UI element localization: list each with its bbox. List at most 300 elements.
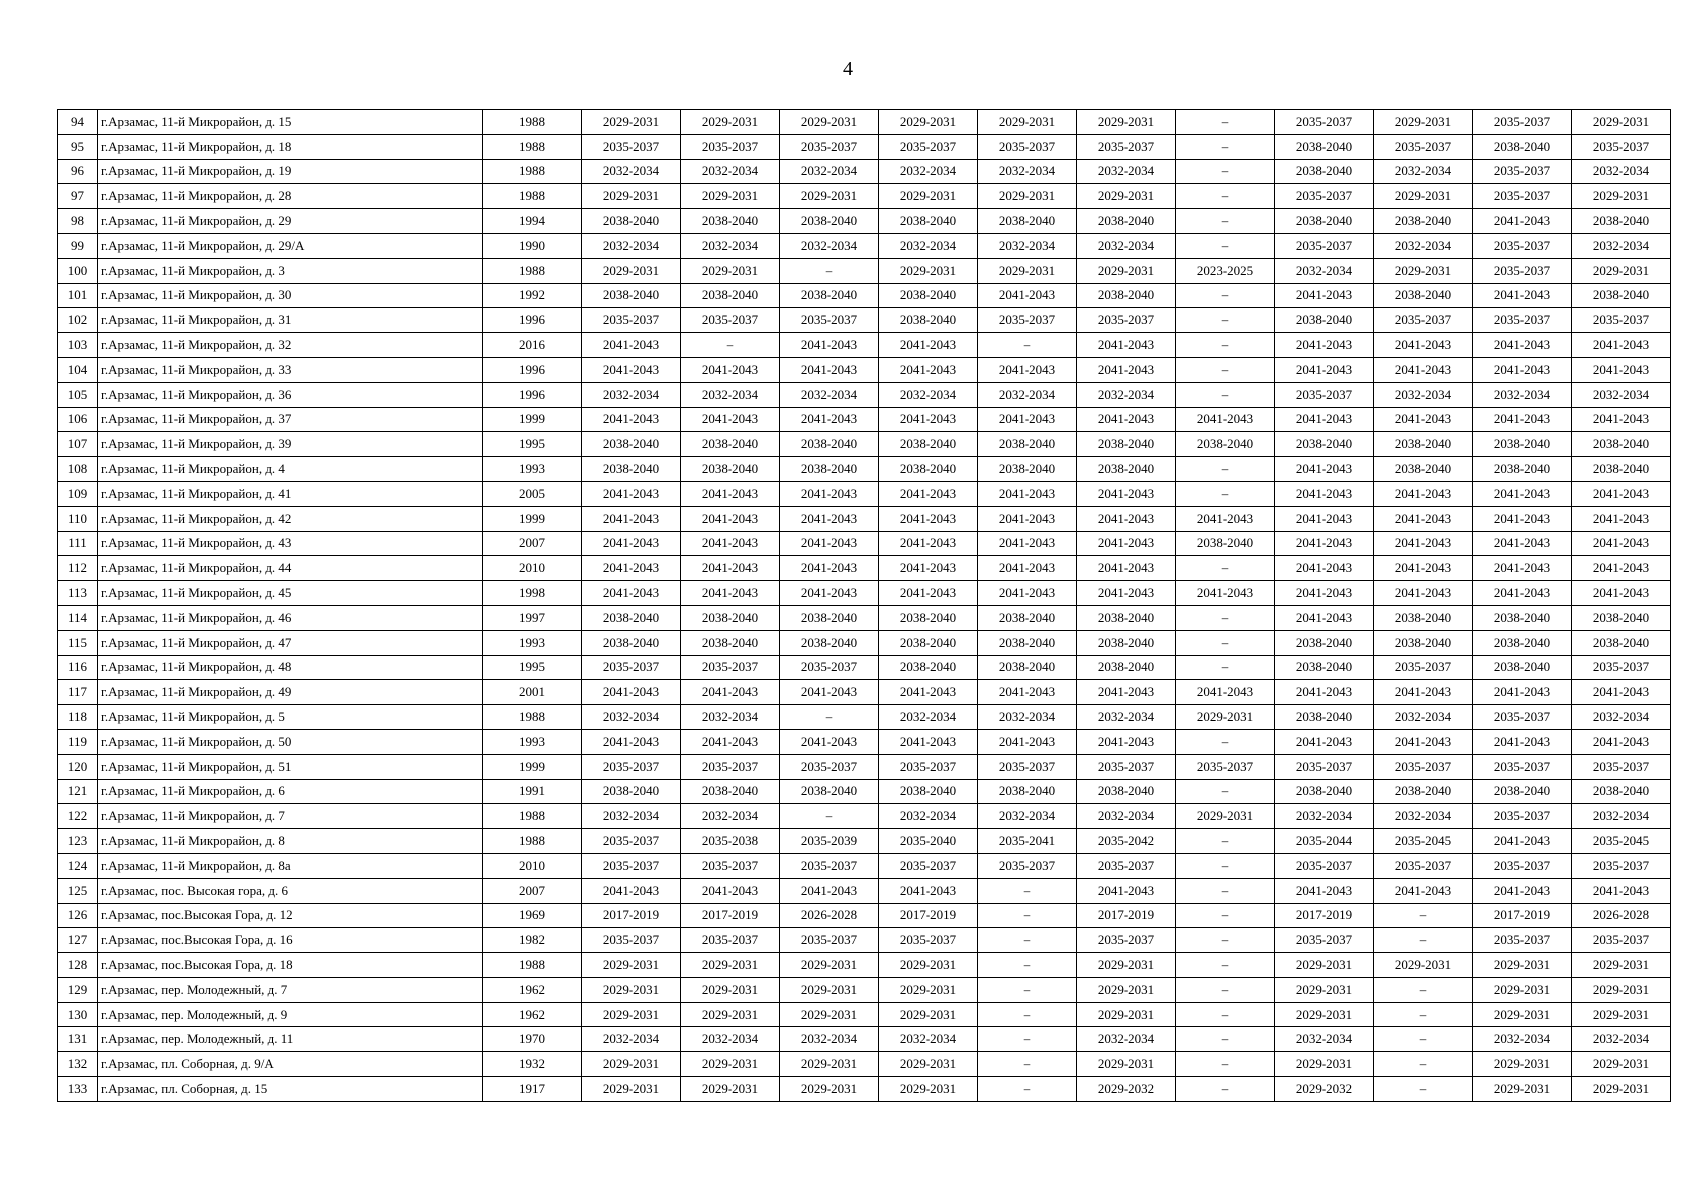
period-cell: 2041-2043 xyxy=(879,878,978,903)
period-cell: 2032-2034 xyxy=(582,382,681,407)
period-cell: 2035-2037 xyxy=(1275,853,1374,878)
period-cell: 2035-2037 xyxy=(1077,134,1176,159)
address-cell: г.Арзамас, пос. Высокая гора, д. 6 xyxy=(98,878,483,903)
period-cell: 2035-2037 xyxy=(780,134,879,159)
period-cell: 2032-2034 xyxy=(1572,1027,1671,1052)
year-built-cell: 1988 xyxy=(483,110,582,135)
period-cell: – xyxy=(1176,184,1275,209)
period-cell: 2017-2019 xyxy=(582,903,681,928)
address-cell: г.Арзамас, 11-й Микрорайон, д. 39 xyxy=(98,432,483,457)
table-row xyxy=(58,878,1671,903)
period-cell: 2035-2037 xyxy=(1077,853,1176,878)
period-cell: 2017-2019 xyxy=(1473,903,1572,928)
period-cell: 2035-2037 xyxy=(1572,853,1671,878)
period-cell: 2029-2031 xyxy=(1077,977,1176,1002)
period-cell: 2032-2034 xyxy=(1572,804,1671,829)
period-cell: 2035-2037 xyxy=(1473,928,1572,953)
row-number-cell: 117 xyxy=(58,680,98,705)
period-cell: 2029-2031 xyxy=(582,1077,681,1102)
period-cell: 2038-2040 xyxy=(1176,432,1275,457)
period-cell: – xyxy=(978,1052,1077,1077)
period-cell: 2032-2034 xyxy=(1572,382,1671,407)
period-cell: 2035-2037 xyxy=(1473,754,1572,779)
period-cell: 2035-2037 xyxy=(780,308,879,333)
period-cell: 2032-2034 xyxy=(978,382,1077,407)
period-cell: 2041-2043 xyxy=(1374,581,1473,606)
period-cell: 2029-2031 xyxy=(1374,184,1473,209)
table-row xyxy=(58,729,1671,754)
period-cell: 2029-2031 xyxy=(582,1002,681,1027)
address-cell: г.Арзамас, пер. Молодежный, д. 11 xyxy=(98,1027,483,1052)
address-cell: г.Арзамас, пер. Молодежный, д. 7 xyxy=(98,977,483,1002)
period-cell: 2035-2037 xyxy=(1077,308,1176,333)
period-cell: 2041-2043 xyxy=(879,333,978,358)
table-row xyxy=(58,308,1671,333)
period-cell: 2038-2040 xyxy=(1275,432,1374,457)
table-row xyxy=(58,333,1671,358)
period-cell: 2029-2031 xyxy=(780,184,879,209)
period-cell: 2038-2040 xyxy=(1374,605,1473,630)
table-row xyxy=(58,903,1671,928)
period-cell: 2035-2037 xyxy=(582,754,681,779)
period-cell: 2029-2031 xyxy=(1572,110,1671,135)
period-cell: – xyxy=(1374,977,1473,1002)
period-cell: 2041-2043 xyxy=(1374,481,1473,506)
period-cell: 2038-2040 xyxy=(582,457,681,482)
table-row xyxy=(58,953,1671,978)
year-built-cell: 1995 xyxy=(483,655,582,680)
period-cell: 2038-2040 xyxy=(780,457,879,482)
period-cell: 2038-2040 xyxy=(1077,457,1176,482)
period-cell: 2035-2037 xyxy=(1473,110,1572,135)
table-row xyxy=(58,1027,1671,1052)
period-cell: 2041-2043 xyxy=(1572,407,1671,432)
period-cell: 2041-2043 xyxy=(1473,581,1572,606)
period-cell: 2032-2034 xyxy=(582,233,681,258)
period-cell: 2041-2043 xyxy=(1374,680,1473,705)
period-cell: 2041-2043 xyxy=(681,878,780,903)
period-cell: 2041-2043 xyxy=(1473,680,1572,705)
table-row xyxy=(58,110,1671,135)
period-cell: 2035-2037 xyxy=(681,308,780,333)
period-cell: 2029-2031 xyxy=(978,258,1077,283)
period-cell: 2035-2037 xyxy=(1374,308,1473,333)
period-cell: 2041-2043 xyxy=(978,506,1077,531)
page-number: 4 xyxy=(843,58,853,80)
period-cell: 2029-2031 xyxy=(1572,258,1671,283)
period-cell: 2041-2043 xyxy=(1275,531,1374,556)
period-cell: 2041-2043 xyxy=(1176,581,1275,606)
year-built-cell: 1996 xyxy=(483,308,582,333)
period-cell: 2038-2040 xyxy=(780,209,879,234)
period-cell: 2041-2043 xyxy=(1473,878,1572,903)
period-cell: 2041-2043 xyxy=(1473,506,1572,531)
period-cell: 2041-2043 xyxy=(681,680,780,705)
period-cell: 2035-2037 xyxy=(1374,134,1473,159)
period-cell: 2029-2031 xyxy=(1473,953,1572,978)
address-cell: г.Арзамас, пл. Соборная, д. 15 xyxy=(98,1077,483,1102)
address-cell: г.Арзамас, пос.Высокая Гора, д. 12 xyxy=(98,903,483,928)
row-number-cell: 112 xyxy=(58,556,98,581)
table-row xyxy=(58,159,1671,184)
address-cell: г.Арзамас, 11-й Микрорайон, д. 37 xyxy=(98,407,483,432)
period-cell: 2041-2043 xyxy=(1275,357,1374,382)
period-cell: 2038-2040 xyxy=(1275,134,1374,159)
table-row xyxy=(58,481,1671,506)
address-cell: г.Арзамас, 11-й Микрорайон, д. 46 xyxy=(98,605,483,630)
period-cell: 2038-2040 xyxy=(582,605,681,630)
period-cell: 2029-2031 xyxy=(879,1052,978,1077)
row-number-cell: 118 xyxy=(58,705,98,730)
period-cell: 2041-2043 xyxy=(879,680,978,705)
period-cell: 2038-2040 xyxy=(681,283,780,308)
year-built-cell: 2016 xyxy=(483,333,582,358)
period-cell: 2032-2034 xyxy=(1275,258,1374,283)
year-built-cell: 1993 xyxy=(483,630,582,655)
period-cell: 2035-2037 xyxy=(582,655,681,680)
period-cell: 2038-2040 xyxy=(1572,457,1671,482)
period-cell: – xyxy=(978,878,1077,903)
period-cell: – xyxy=(1176,333,1275,358)
period-cell: 2035-2037 xyxy=(1374,754,1473,779)
period-cell: 2041-2043 xyxy=(1374,333,1473,358)
period-cell: 2035-2037 xyxy=(879,928,978,953)
period-cell: 2035-2037 xyxy=(1374,655,1473,680)
period-cell: 2032-2034 xyxy=(1374,804,1473,829)
row-number-cell: 124 xyxy=(58,853,98,878)
period-cell: 2041-2043 xyxy=(1275,481,1374,506)
period-cell: 2041-2043 xyxy=(879,407,978,432)
period-cell: – xyxy=(1176,903,1275,928)
period-cell: 2041-2043 xyxy=(780,680,879,705)
period-cell: 2032-2034 xyxy=(879,233,978,258)
period-cell: 2041-2043 xyxy=(681,481,780,506)
table-row xyxy=(58,680,1671,705)
year-built-cell: 1993 xyxy=(483,729,582,754)
period-cell: 2029-2031 xyxy=(879,977,978,1002)
period-cell: 2035-2037 xyxy=(780,853,879,878)
period-cell: 2041-2043 xyxy=(780,481,879,506)
period-cell: 2041-2043 xyxy=(1077,581,1176,606)
address-cell: г.Арзамас, 11-й Микрорайон, д. 15 xyxy=(98,110,483,135)
period-cell: 2041-2043 xyxy=(1572,680,1671,705)
period-cell: 2035-2037 xyxy=(1473,804,1572,829)
period-cell: 2026-2028 xyxy=(780,903,879,928)
period-cell: – xyxy=(1176,134,1275,159)
period-cell: 2032-2034 xyxy=(1572,233,1671,258)
row-number-cell: 123 xyxy=(58,829,98,854)
period-cell: 2041-2043 xyxy=(1275,283,1374,308)
period-cell: 2035-2037 xyxy=(1473,308,1572,333)
year-built-cell: 2010 xyxy=(483,853,582,878)
period-cell: 2038-2040 xyxy=(978,457,1077,482)
period-cell: 2035-2038 xyxy=(681,829,780,854)
period-cell: 2035-2037 xyxy=(978,134,1077,159)
row-number-cell: 97 xyxy=(58,184,98,209)
period-cell: 2032-2034 xyxy=(681,159,780,184)
period-cell: 2041-2043 xyxy=(780,729,879,754)
period-cell: 2041-2043 xyxy=(1077,481,1176,506)
row-number-cell: 102 xyxy=(58,308,98,333)
year-built-cell: 1999 xyxy=(483,506,582,531)
period-cell: 2035-2037 xyxy=(582,853,681,878)
period-cell: 2041-2043 xyxy=(1473,407,1572,432)
period-cell: 2041-2043 xyxy=(1473,481,1572,506)
period-cell: 2041-2043 xyxy=(1275,729,1374,754)
period-cell: 2029-2031 xyxy=(582,977,681,1002)
period-cell: 2041-2043 xyxy=(1374,357,1473,382)
period-cell: – xyxy=(1176,457,1275,482)
period-cell: 2038-2040 xyxy=(1275,705,1374,730)
row-number-cell: 108 xyxy=(58,457,98,482)
period-cell: 2032-2034 xyxy=(681,804,780,829)
table-row xyxy=(58,184,1671,209)
period-cell: 2038-2040 xyxy=(1374,283,1473,308)
period-cell: 2041-2043 xyxy=(1473,283,1572,308)
address-cell: г.Арзамас, пос.Высокая Гора, д. 16 xyxy=(98,928,483,953)
period-cell: 2032-2034 xyxy=(780,159,879,184)
period-cell: 2035-2037 xyxy=(1275,382,1374,407)
period-cell: 2041-2043 xyxy=(1077,506,1176,531)
period-cell: 2038-2040 xyxy=(681,432,780,457)
row-number-cell: 111 xyxy=(58,531,98,556)
year-built-cell: 1969 xyxy=(483,903,582,928)
year-built-cell: 1998 xyxy=(483,581,582,606)
period-cell: 2038-2040 xyxy=(1077,605,1176,630)
period-cell: 2041-2043 xyxy=(978,481,1077,506)
year-built-cell: 1996 xyxy=(483,357,582,382)
period-cell: 2041-2043 xyxy=(1572,357,1671,382)
row-number-cell: 132 xyxy=(58,1052,98,1077)
year-built-cell: 1988 xyxy=(483,804,582,829)
period-cell: 2038-2040 xyxy=(780,779,879,804)
period-cell: – xyxy=(1176,853,1275,878)
period-cell: 2029-2031 xyxy=(1077,1052,1176,1077)
period-cell: 2041-2043 xyxy=(1374,729,1473,754)
year-built-cell: 1988 xyxy=(483,705,582,730)
period-cell: 2035-2039 xyxy=(780,829,879,854)
period-cell: 2029-2031 xyxy=(1374,110,1473,135)
period-cell: 2032-2034 xyxy=(681,705,780,730)
period-cell: 2035-2037 xyxy=(780,655,879,680)
period-cell: 2041-2043 xyxy=(582,729,681,754)
period-cell: 2041-2043 xyxy=(978,556,1077,581)
period-cell: – xyxy=(1176,977,1275,1002)
period-cell: – xyxy=(1176,209,1275,234)
row-number-cell: 98 xyxy=(58,209,98,234)
period-cell: 2029-2031 xyxy=(780,1002,879,1027)
period-cell: 2029-2031 xyxy=(681,1052,780,1077)
period-cell: 2041-2043 xyxy=(780,531,879,556)
period-cell: 2029-2031 xyxy=(780,1077,879,1102)
period-cell: 2038-2040 xyxy=(1275,159,1374,184)
year-built-cell: 1917 xyxy=(483,1077,582,1102)
address-cell: г.Арзамас, 11-й Микрорайон, д. 7 xyxy=(98,804,483,829)
year-built-cell: 1999 xyxy=(483,407,582,432)
period-cell: 2041-2043 xyxy=(582,531,681,556)
period-cell: 2032-2034 xyxy=(879,705,978,730)
period-cell: – xyxy=(1374,1002,1473,1027)
period-cell: 2041-2043 xyxy=(582,878,681,903)
address-cell: г.Арзамас, 11-й Микрорайон, д. 4 xyxy=(98,457,483,482)
year-built-cell: 1970 xyxy=(483,1027,582,1052)
period-cell: 2032-2034 xyxy=(582,705,681,730)
period-cell: 2032-2034 xyxy=(582,1027,681,1052)
period-cell: 2029-2031 xyxy=(582,953,681,978)
table-row xyxy=(58,209,1671,234)
address-cell: г.Арзамас, 11-й Микрорайон, д. 44 xyxy=(98,556,483,581)
period-cell: 2038-2040 xyxy=(780,605,879,630)
period-cell: 2035-2041 xyxy=(978,829,1077,854)
period-cell: 2038-2040 xyxy=(978,779,1077,804)
period-cell: 2032-2034 xyxy=(780,233,879,258)
period-cell: 2041-2043 xyxy=(681,407,780,432)
period-cell: 2038-2040 xyxy=(1077,655,1176,680)
period-cell: 2041-2043 xyxy=(582,481,681,506)
period-cell: 2035-2037 xyxy=(582,928,681,953)
period-cell: 2041-2043 xyxy=(1374,506,1473,531)
row-number-cell: 113 xyxy=(58,581,98,606)
year-built-cell: 1982 xyxy=(483,928,582,953)
period-cell: 2038-2040 xyxy=(879,779,978,804)
table-row xyxy=(58,556,1671,581)
period-cell: 2041-2043 xyxy=(1077,407,1176,432)
period-cell: 2017-2019 xyxy=(681,903,780,928)
period-cell: 2032-2034 xyxy=(1077,1027,1176,1052)
period-cell: 2038-2040 xyxy=(978,605,1077,630)
period-cell: 2032-2034 xyxy=(1275,1027,1374,1052)
address-cell: г.Арзамас, 11-й Микрорайон, д. 45 xyxy=(98,581,483,606)
row-number-cell: 100 xyxy=(58,258,98,283)
period-cell: 2017-2019 xyxy=(1077,903,1176,928)
period-cell: 2038-2040 xyxy=(1473,630,1572,655)
period-cell: 2038-2040 xyxy=(978,432,1077,457)
row-number-cell: 121 xyxy=(58,779,98,804)
period-cell: 2041-2043 xyxy=(681,357,780,382)
period-cell: 2041-2043 xyxy=(1275,333,1374,358)
schedule-table xyxy=(57,109,1671,1102)
period-cell: 2041-2043 xyxy=(1374,878,1473,903)
table-row xyxy=(58,605,1671,630)
period-cell: 2041-2043 xyxy=(879,357,978,382)
period-cell: 2041-2043 xyxy=(1077,729,1176,754)
period-cell: 2041-2043 xyxy=(1572,581,1671,606)
period-cell: 2035-2037 xyxy=(1374,853,1473,878)
period-cell: 2029-2031 xyxy=(681,184,780,209)
period-cell: 2041-2043 xyxy=(1275,457,1374,482)
period-cell: 2029-2031 xyxy=(681,1002,780,1027)
period-cell: – xyxy=(1176,630,1275,655)
period-cell: – xyxy=(1176,1077,1275,1102)
period-cell: – xyxy=(1176,481,1275,506)
period-cell: 2041-2043 xyxy=(978,283,1077,308)
year-built-cell: 2010 xyxy=(483,556,582,581)
period-cell: 2041-2043 xyxy=(1077,680,1176,705)
period-cell: 2041-2043 xyxy=(1572,729,1671,754)
year-built-cell: 1995 xyxy=(483,432,582,457)
period-cell: 2029-2031 xyxy=(1077,184,1176,209)
period-cell: 2029-2031 xyxy=(1572,1052,1671,1077)
period-cell: 2029-2031 xyxy=(582,110,681,135)
period-cell: 2041-2043 xyxy=(681,729,780,754)
row-number-cell: 105 xyxy=(58,382,98,407)
year-built-cell: 1999 xyxy=(483,754,582,779)
period-cell: 2038-2040 xyxy=(681,630,780,655)
period-cell: 2038-2040 xyxy=(978,655,1077,680)
period-cell: 2032-2034 xyxy=(1374,382,1473,407)
period-cell: 2035-2037 xyxy=(1572,308,1671,333)
period-cell: 2035-2037 xyxy=(1572,754,1671,779)
table-row xyxy=(58,779,1671,804)
period-cell: 2041-2043 xyxy=(978,531,1077,556)
period-cell: 2035-2037 xyxy=(1572,134,1671,159)
period-cell: 2035-2037 xyxy=(1275,184,1374,209)
table-row xyxy=(58,804,1671,829)
period-cell: 2038-2040 xyxy=(1572,283,1671,308)
period-cell: – xyxy=(1176,829,1275,854)
row-number-cell: 119 xyxy=(58,729,98,754)
table-row xyxy=(58,382,1671,407)
period-cell: 2035-2037 xyxy=(1572,655,1671,680)
period-cell: 2041-2043 xyxy=(879,556,978,581)
period-cell: 2035-2037 xyxy=(582,829,681,854)
period-cell: 2035-2042 xyxy=(1077,829,1176,854)
period-cell: 2035-2037 xyxy=(1077,928,1176,953)
year-built-cell: 2001 xyxy=(483,680,582,705)
period-cell: 2029-2031 xyxy=(582,258,681,283)
period-cell: 2032-2034 xyxy=(681,233,780,258)
period-cell: 2041-2043 xyxy=(1275,506,1374,531)
row-number-cell: 110 xyxy=(58,506,98,531)
row-number-cell: 120 xyxy=(58,754,98,779)
period-cell: 2029-2031 xyxy=(1572,1077,1671,1102)
period-cell: 2035-2037 xyxy=(1176,754,1275,779)
period-cell: 2038-2040 xyxy=(1275,779,1374,804)
period-cell: 2041-2043 xyxy=(1572,878,1671,903)
year-built-cell: 1988 xyxy=(483,953,582,978)
row-number-cell: 107 xyxy=(58,432,98,457)
period-cell: 2032-2034 xyxy=(1572,159,1671,184)
period-cell: 2041-2043 xyxy=(1176,506,1275,531)
period-cell: 2035-2037 xyxy=(1473,233,1572,258)
row-number-cell: 104 xyxy=(58,357,98,382)
table-row xyxy=(58,407,1671,432)
period-cell: 2029-2031 xyxy=(1473,1052,1572,1077)
period-cell: 2029-2031 xyxy=(1077,110,1176,135)
address-cell: г.Арзамас, 11-й Микрорайон, д. 42 xyxy=(98,506,483,531)
period-cell: 2041-2043 xyxy=(978,407,1077,432)
period-cell: – xyxy=(1176,928,1275,953)
row-number-cell: 106 xyxy=(58,407,98,432)
year-built-cell: 2007 xyxy=(483,531,582,556)
period-cell: – xyxy=(780,804,879,829)
period-cell: 2041-2043 xyxy=(1473,531,1572,556)
period-cell: 2035-2037 xyxy=(681,655,780,680)
period-cell: 2038-2040 xyxy=(582,209,681,234)
period-cell: 2035-2037 xyxy=(780,754,879,779)
period-cell: 2041-2043 xyxy=(978,357,1077,382)
period-cell: 2029-2031 xyxy=(1176,804,1275,829)
table-row xyxy=(58,283,1671,308)
period-cell: 2032-2034 xyxy=(1473,1027,1572,1052)
period-cell: 2041-2043 xyxy=(780,556,879,581)
period-cell: – xyxy=(1176,729,1275,754)
year-built-cell: 1988 xyxy=(483,134,582,159)
period-cell: 2041-2043 xyxy=(1077,878,1176,903)
period-cell: 2038-2040 xyxy=(879,605,978,630)
address-cell: г.Арзамас, пл. Соборная, д. 9/А xyxy=(98,1052,483,1077)
period-cell: 2029-2031 xyxy=(681,258,780,283)
